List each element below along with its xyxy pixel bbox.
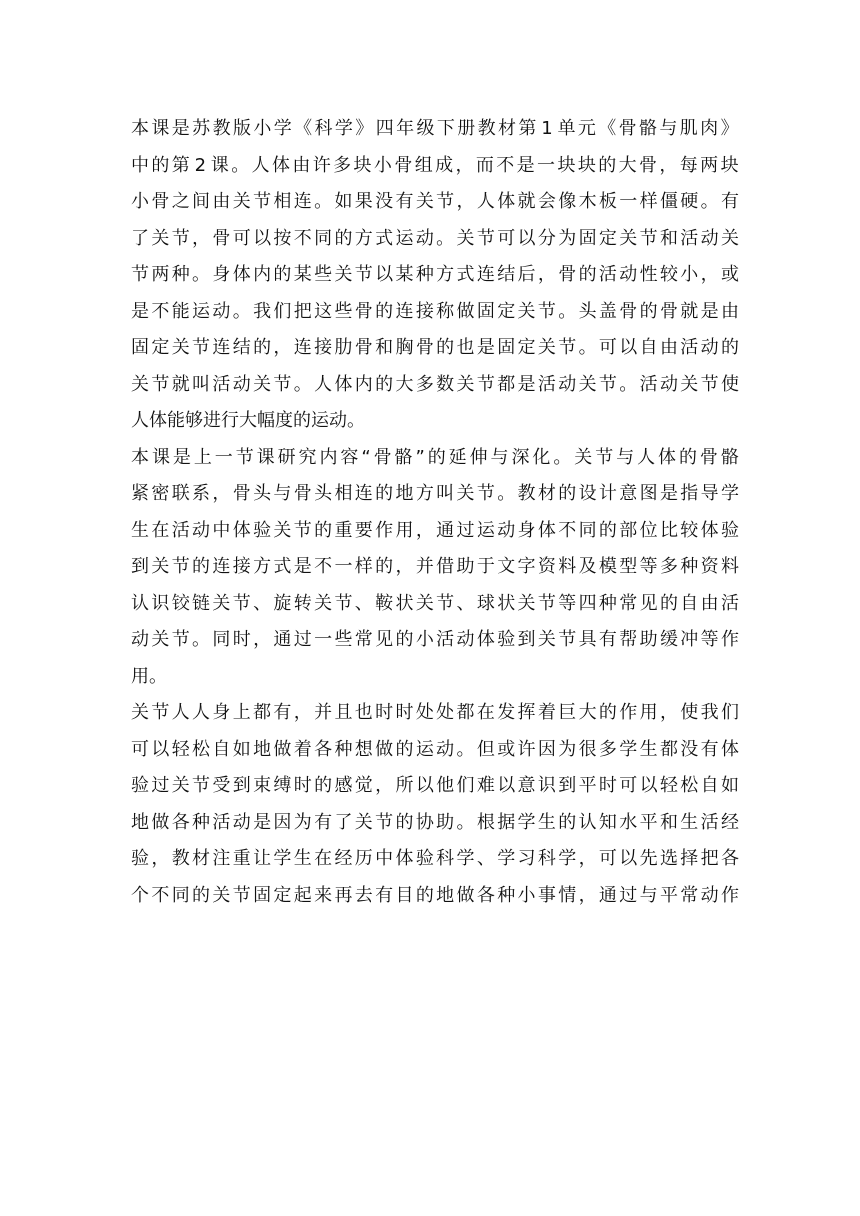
paragraph-3: [131, 695, 739, 914]
paragraph-1: [131, 111, 739, 440]
paragraph-2: [131, 440, 739, 696]
text-line: 验 过 关 节 受 到 束 缚 时 的 感 觉 ， 所 以 他 们 难 以 意 识 到 平 时 可 以 轻 松 自 如: [131, 775, 739, 796]
text-line: 到 关 节 的 连 接 方 式 是 不 一 样 的 ， 并 借 助 于 文 字 资 料 及 模 型 等 多 种 资 料: [131, 556, 739, 577]
text-line: 地 做 各 种 活 动 是 因 为 有 了 关 节 的 协 助 。 根 据 学 生 的 认 知 水 平 和 生 活 经: [131, 811, 739, 833]
text-line: 关 节 就 叫 活 动 关 节 。 人 体 内 的 大 多 数 关 节 都 是 活 动 关 节 。 活 动 关 节 使: [131, 373, 739, 395]
text-line: 中 的 第 2 课 。 人 体 由 许 多 块 小 骨 组 成 ， 而 不 是 一 块 块 的 大 骨 ， 每 两 块: [131, 154, 739, 176]
text-line: 紧 密 联 系 ， 骨 头 与 骨 头 相 连 的 地 方 叫 关 节 。 教 材 的 设 计 意 图 是 指 导 学: [131, 483, 739, 504]
document-body: [131, 111, 739, 914]
text-line: 本 课 是 苏 教 版 小 学 《 科 学 》 四 年 级 下 册 教 材 第 1 单 元 《 骨 骼 与 肌 肉 》: [131, 118, 739, 139]
text-line: 生 在 活 动 中 体 验 关 节 的 重 要 作 用 ， 通 过 运 动 身 体 不 同 的 部 位 比 较 体 验: [131, 519, 739, 541]
text-line: 可 以 轻 松 自 如 地 做 着 各 种 想 做 的 运 动 。 但 或 许 因 为 很 多 学 生 都 没 有 体: [131, 738, 739, 760]
text-line: 验 ， 教 材 注 重 让 学 生 在 经 历 中 体 验 科 学 、 学 习 科 学 ， 可 以 先 选 择 把 各: [131, 848, 739, 869]
text-line: 是 不 能 运 动 。 我 们 把 这 些 骨 的 连 接 称 做 固 定 关 节 。 头 盖 骨 的 骨 就 是 由: [131, 300, 739, 322]
text-line: 关 节 人 人 身 上 都 有 ， 并 且 也 时 时 处 处 都 在 发 挥 着 巨 大 的 作 用 ， 使 我 们: [131, 702, 739, 723]
text-line: 节 两 种 。 身 体 内 的 某 些 关 节 以 某 种 方 式 连 结 后 ， 骨 的 活 动 性 较 小 ， 或: [131, 264, 739, 285]
text-line: 用。: [131, 665, 167, 687]
text-line: 了 关 节 ， 骨 可 以 按 不 同 的 方 式 运 动 。 关 节 可 以 分 为 固 定 关 节 和 活 动 关: [131, 227, 739, 249]
text-line: 个 不 同 的 关 节 固 定 起 来 再 去 有 目 的 地 做 各 种 小 事 情 ， 通 过 与 平 常 动 作: [131, 884, 739, 906]
text-line: 认 识 铰 链 关 节 、 旋 转 关 节 、 鞍 状 关 节 、 球 状 关 节 等 四 种 常 见 的 自 由 活: [131, 592, 739, 614]
text-line: 人体能够进行大幅度的运动。: [131, 410, 365, 431]
text-line: 本 课 是 上 一 节 课 研 究 内 容 “ 骨 骼 ” 的 延 伸 与 深 化 。 关 节 与 人 体 的 骨 骼: [131, 446, 739, 468]
text-line: 动 关 节 。 同 时 ， 通 过 一 些 常 见 的 小 活 动 体 验 到 关 节 具 有 帮 助 缓 冲 等 作: [131, 629, 739, 650]
text-line: 固 定 关 节 连 结 的 ， 连 接 肋 骨 和 胸 骨 的 也 是 固 定 关 节 。 可 以 自 由 活 动 的: [131, 337, 739, 358]
text-line: 小 骨 之 间 由 关 节 相 连 。 如 果 没 有 关 节 ， 人 体 就 会 像 木 板 一 样 僵 硬 。 有: [131, 191, 739, 212]
